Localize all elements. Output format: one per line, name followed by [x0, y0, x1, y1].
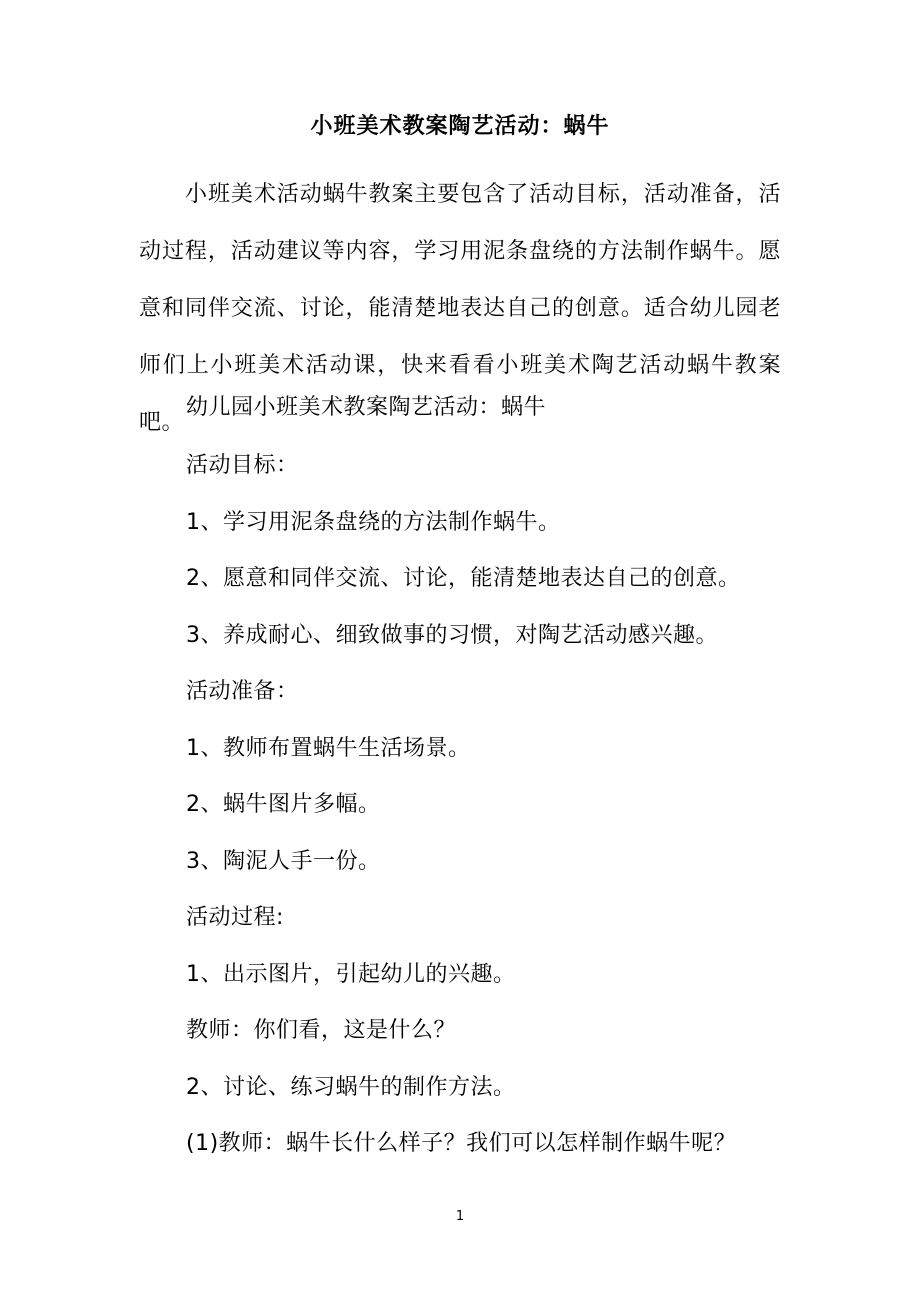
preparation-item-3: 3、陶泥人手一份。 [186, 849, 381, 874]
process-subitem-1: (1)教师：蜗牛长什么样子？我们可以怎样制作蜗牛呢？ [186, 1131, 737, 1156]
process-dialogue-1: 教师：你们看，这是什么？ [186, 1018, 457, 1043]
section-heading-process: 活动过程: [186, 905, 284, 930]
goal-item-2: 2、愿意和同伴交流、讨论，能清楚地表达自己的创意。 [186, 566, 741, 591]
page-number: 1 [455, 1209, 465, 1224]
intro-paragraph: 小班美术活动蜗牛教案主要包含了活动目标，活动准备，活动过程，活动建议等内容，学习用泥条盘绕的方法制作蜗牛。愿意和同伴交流、讨论，能清楚地表达自己的创意。适合幼儿园老师们上小班美术活动课，快来看看小班美术陶艺活动蜗牛教案吧。 [139, 182, 781, 435]
process-item-1: 1、出示图片，引起幼儿的兴趣。 [186, 962, 516, 987]
document-title: 小班美术教案陶艺活动：蜗牛 [310, 114, 610, 139]
section-heading-lesson: 幼儿园小班美术教案陶艺活动：蜗牛 [186, 395, 547, 420]
process-item-2: 2、讨论、练习蜗牛的制作方法。 [186, 1075, 516, 1100]
goal-item-3: 3、养成耐心、细致做事的习惯，对陶艺活动感兴趣。 [186, 623, 718, 648]
preparation-item-1: 1、教师布置蜗牛生活场景。 [186, 736, 471, 761]
section-heading-preparation: 活动准备： [186, 679, 299, 704]
section-heading-goals: 活动目标： [186, 453, 299, 478]
goal-item-1: 1、学习用泥条盘绕的方法制作蜗牛。 [186, 510, 561, 535]
preparation-item-2: 2、蜗牛图片多幅。 [186, 792, 381, 817]
